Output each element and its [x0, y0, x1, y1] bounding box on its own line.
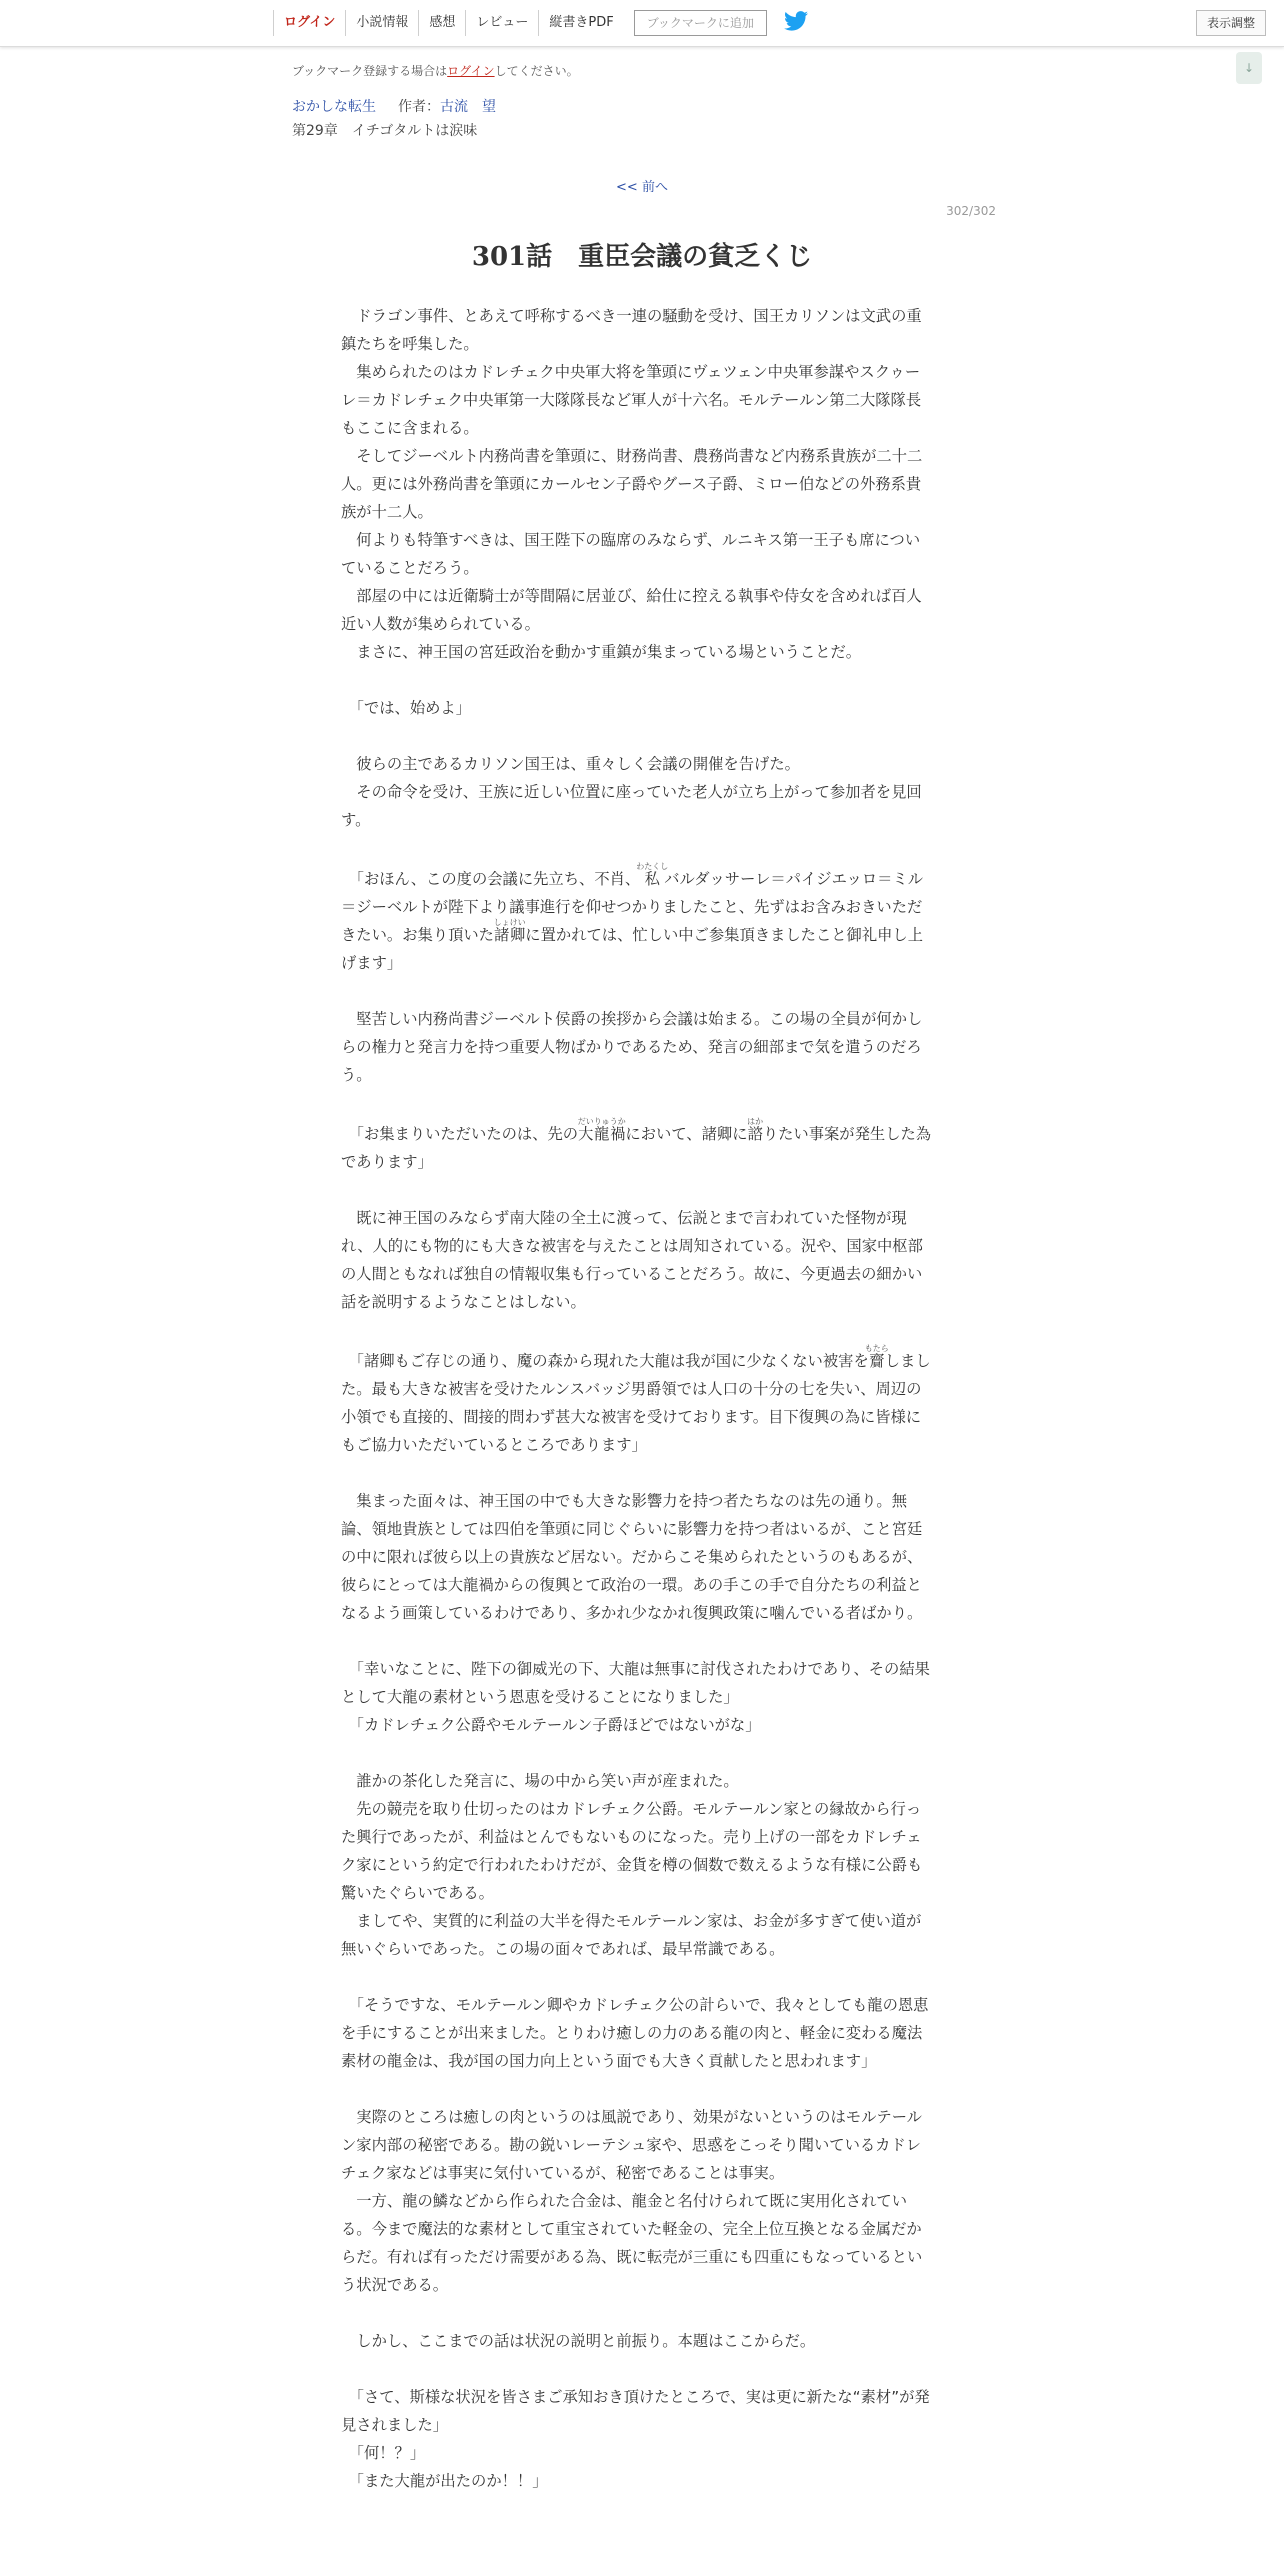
display-settings-button[interactable]: 表示調整 [1196, 10, 1266, 36]
top-bar [0, 0, 1284, 47]
blank-line [341, 1089, 935, 1117]
chapter-title: 第29章 イチゴタルトは涙味 [292, 123, 478, 139]
nav-review-link[interactable]: レビュー [465, 10, 538, 36]
blank-line [341, 1176, 935, 1204]
text-segment: りたい事案が発生した為であります」 [341, 1125, 932, 1171]
paragraph: 「何！？」 [341, 2444, 426, 2462]
twitter-share-button[interactable] [783, 12, 809, 34]
text-segment: 「お集まりいただいたのは、先の [341, 1125, 579, 1143]
ruby-base: 大龍禍 [577, 1125, 626, 1143]
blank-line [341, 2355, 935, 2383]
paragraph: 「さて、斯様な状況を皆さまご承知おき頂けたところで、実は更に新たな“素材”が発見されました」 [341, 2388, 930, 2434]
text-segment: 「諸卿もご存じの通り、魔の森から現れた大龍は我が国に少なくない被害を [341, 1352, 869, 1370]
arrow-down-icon: ↓ [1243, 61, 1255, 75]
paragraph [341, 1117, 935, 1176]
blank-line [341, 1963, 935, 1991]
ruby-watakushi [636, 862, 669, 888]
paragraph: しかし、ここまでの話は状況の説明と前振り。本題はここからだ。 [341, 2332, 816, 2350]
nav-login-link[interactable]: ログイン [273, 10, 345, 36]
paragraph: 「では、始めよ」 [341, 699, 472, 717]
novel-body [341, 302, 935, 2495]
paragraph: 実際のところは癒しの肉というのは風説であり、効果がないというのはモルテールン家内部の秘密である。勘の鋭いレーテシュ家や、思惑をこっそり聞いているカドレチェク家などは事実に気付いているが、秘密であることは事実。 [341, 2108, 922, 2182]
notice-prefix: ブックマーク登録する場合は [292, 64, 448, 78]
ruby-haka [747, 1117, 764, 1143]
ruby-shokei [493, 918, 526, 944]
text-segment: しました。最も大きな被害を受けたルンスバッジ男爵領では人口の十分の七を失い、周辺の小領でも直接的、間接的問わず甚大な被害を受けております。目下復興の為に皆様にもご協力いただいているところであります」 [341, 1352, 931, 1454]
nav-impressions-link[interactable]: 感想 [418, 10, 465, 36]
blank-line [341, 1627, 935, 1655]
notice-suffix: してください。 [494, 64, 579, 78]
blank-line [341, 2299, 935, 2327]
paragraph [341, 862, 935, 977]
paragraph: 「カドレチェク公爵やモルテールン子爵ほどではないがな」 [341, 1716, 761, 1734]
paragraph: 一方、龍の鱗などから作られた合金は、龍金と名付けられて既に実用化されている。今まで魔法的な素材として重宝されていた軽金の、完全上位互換となる金属だからだ。有れば有っただけ需要がある為、既に転売が三重にも四重にもなっているという状況である。 [341, 2192, 923, 2294]
paragraph: まさに、神王国の宮廷政治を動かす重鎮が集まっている場ということだ。 [341, 643, 862, 661]
paragraph: ましてや、実質的に利益の大半を得たモルテールン家は、お金が多すぎて使い道が無いぐらいであった。この場の面々であれば、最早常識である。 [341, 1912, 922, 1958]
paragraph: 既に神王国のみならず南大陸の全土に渡って、伝説とまで言われていた怪物が現れ、人的にも物的にも大きな被害を与えたことは周知されている。況や、国家中枢部の人間ともなれば独自の情報収集も行っていることだろう。故に、今更過去の細かい話を説明するようなことはしない。 [341, 1209, 923, 1311]
ruby-reading: だいりゅうか [577, 1117, 626, 1126]
paragraph: 「また大龍が出たのか！！」 [341, 2472, 548, 2490]
bookmark-login-notice [292, 62, 579, 79]
text-segment: に置かれては、忙しい中ご参集頂きましたこと御礼申し上げます」 [341, 926, 924, 972]
paragraph: その命令を受け、王族に近しい位置に座っていた老人が立ち上がって参加者を見回す。 [341, 783, 922, 829]
ruby-base: 齎 [864, 1352, 889, 1370]
paragraph: 「幸いなことに、陛下の御威光の下、大龍は無事に討伐されたわけであり、その結果として大龍の素材という恩恵を受けることになりました」 [341, 1660, 930, 1706]
paragraph: そしてジーベルト内務尚書を筆頭に、財務尚書、農務尚書など内務系貴族が二十二人。更には外務尚書を筆頭にカールセン子爵やグース子爵、ミロー伯などの外務系貴族が十二人。 [341, 447, 923, 521]
paragraph: ドラゴン事件、とあえて呼称するべき一連の騒動を受け、国王カリソンは文武の重鎮たちを呼集した。 [341, 307, 922, 353]
ruby-base: 諸卿 [493, 926, 526, 944]
add-bookmark-button[interactable]: ブックマークに追加 [634, 10, 767, 36]
ruby-base: 私 [636, 870, 669, 888]
paragraph [341, 1344, 935, 1459]
header-nav [273, 0, 809, 46]
nav-vertical-pdf-link[interactable]: 縦書きPDF [538, 10, 623, 36]
blank-line [341, 1459, 935, 1487]
blank-line [341, 1316, 935, 1344]
novel-title-link[interactable]: おかしな転生 [292, 99, 376, 115]
paragraph: 集まった面々は、神王国の中でも大きな影響力を持つ者たちなのは先の通り。無論、領地貴族としては四伯を筆頭に同じぐらいに影響力を持つ者はいるが、こと宮廷の中に限れば彼ら以上の貴族など居ない。だからこそ集められたというのもあるが、彼らにとっては大龍禍からの復興とて政治の一環。あの手この手で自分たちの利益となるよう画策しているわけであり、多かれ少なかれ復興政策に噛んでいる者ばかり。 [341, 1492, 923, 1622]
blank-line [341, 666, 935, 694]
text-segment: バルダッサーレ＝パイジエッロ＝ミル＝ジーベルトが陛下より議事進行を仰せつかりましたこと、先ずはお含みおきいただきたい。お集り頂いた [341, 870, 924, 944]
scroll-down-button[interactable] [1236, 52, 1262, 84]
ruby-dairyuka [577, 1117, 626, 1143]
ruby-base: 諮 [747, 1125, 764, 1143]
author-link[interactable]: 古流 望 [440, 99, 496, 115]
paragraph: 「そうですな、モルテールン卿やカドレチェク公の計らいで、我々としても龍の恩恵を手にすることが出来ました。とりわけ癒しの力のある龍の肉と、軽金に変わる魔法素材の龍金は、我が国の国力向上という面でも大きく貢献したと思われます」 [341, 1996, 929, 2070]
pager-prev [0, 176, 1284, 195]
paragraph: 何よりも特筆すべきは、国王陛下の臨席のみならず、ルニキス第一王子も席についていることだろう。 [341, 531, 921, 577]
paragraph: 彼らの主であるカリソン国王は、重々しく会議の開催を告げた。 [341, 755, 800, 773]
paragraph: 部屋の中には近衛騎士が等間隔に居並び、給仕に控える執事や侍女を含めれば百人近い人数が集められている。 [341, 587, 922, 633]
ruby-motara [864, 1344, 889, 1370]
paragraph: 堅苦しい内務尚書ジーベルト侯爵の挨拶から会議は始まる。この場の全員が何かしらの権力と発言力を持つ重要人物ばかりであるため、発言の細部まで気を遣うのだろう。 [341, 1010, 923, 1084]
ruby-reading: もたら [864, 1344, 889, 1353]
blank-line [341, 1739, 935, 1767]
episode-counter: 302/302 [946, 204, 996, 218]
ruby-reading: はか [747, 1117, 764, 1126]
ruby-reading: しょけい [493, 918, 526, 927]
notice-login-link[interactable]: ログイン [447, 64, 495, 78]
text-segment: 「おほん、この度の会議に先立ち、不肖、 [341, 870, 641, 888]
episode-title: 301話 重臣会議の貧乏くじ [471, 242, 813, 272]
twitter-bird-icon [784, 11, 808, 35]
blank-line [341, 722, 935, 750]
blank-line [341, 977, 935, 1005]
paragraph: 集められたのはカドレチェク中央軍大将を筆頭にヴェツェン中央軍参謀やスクゥーレ＝カドレチェク中央軍第一大隊隊長など軍人が十六名。モルテールン第二大隊隊長もここに含まれる。 [341, 363, 922, 437]
ruby-reading: わたくし [636, 862, 669, 871]
prev-episode-link[interactable]: << 前へ [616, 180, 668, 195]
author-label: 作者： [398, 99, 440, 115]
paragraph: 先の競売を取り仕切ったのはカドレチェク公爵。モルテールン家との縁故から行った興行であったが、利益はとんでもないものになった。売り上げの一部をカドレチェク家にという約定で行われたわけだが、金貨を樽の個数で数えるような有様に公爵も驚いたぐらいである。 [341, 1800, 923, 1902]
text-segment: において、諸卿に [625, 1125, 748, 1143]
nav-novel-info-link[interactable]: 小説情報 [345, 10, 418, 36]
blank-line [341, 2075, 935, 2103]
paragraph: 誰かの茶化した発言に、場の中から笑い声が産まれた。 [341, 1772, 739, 1790]
novel-info [292, 96, 496, 116]
blank-line [341, 834, 935, 862]
